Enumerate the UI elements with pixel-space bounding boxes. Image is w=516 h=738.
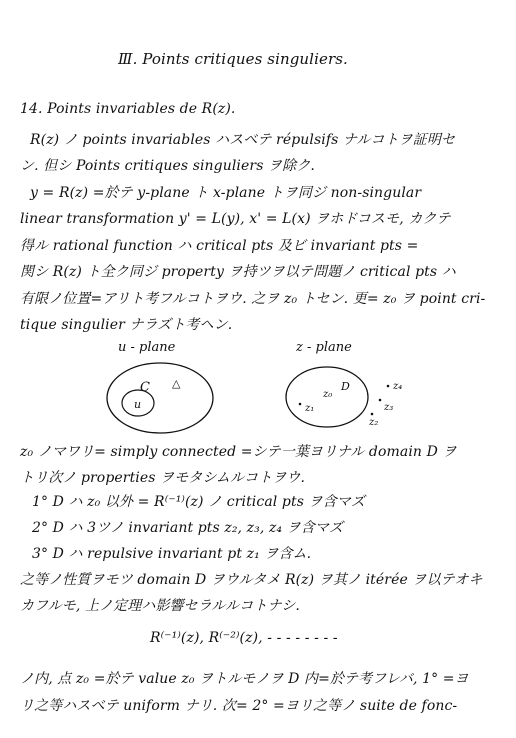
paragraph1-line4: linear transformation y' = L(y), x' = L(x) ヲホドコスモ, カクテ — [20, 211, 451, 227]
paragraph2-line2: トリ次ノ properties ヲモタシムルコトヲウ. — [20, 470, 306, 486]
point-z3: z₃ — [384, 402, 394, 413]
paragraph1-line7: 有限ノ位置=アリト考フルコトヲウ. 之ヲ z₀ トセン. 更= z₀ ヲ point cri- — [20, 291, 486, 307]
point-z0: z₀ — [323, 389, 333, 400]
paragraph1-line3: y = R(z) =於テ y-plane ト x-plane トヲ同ジ non-singular — [30, 185, 422, 201]
u-plane-label: u - plane — [118, 340, 176, 355]
paragraph4-line2: リ之等ハスベテ uniform ナリ. 次= 2° =ヨリ之等ノ suite de fonc- — [20, 698, 458, 714]
property-3: 3° D ハ repulsive invariant pt z₁ ヲ含ム. — [32, 546, 312, 562]
point-u: u — [134, 398, 142, 411]
property-2: 2° D ハ 3ツノ invariant pts z₂, z₃, z₄ ヲ含マズ — [32, 520, 344, 536]
paragraph1-line8: tique singulier ナラズト考ヘン. — [20, 317, 233, 333]
paragraph3-line2: カフルモ, 上ノ定理ハ影響セラルルコトナシ. — [20, 598, 300, 614]
paragraph1-line1: R(z) ノ points invariables ハスベテ répulsifs ナルコトヲ証明セ — [30, 132, 456, 148]
triangle-marker: △ — [172, 377, 181, 390]
property-1: 1° D ハ z₀ 以外 = R⁽⁻¹⁾(z) ノ critical pts ヲ含マズ — [32, 494, 365, 510]
point-z2: z₂ — [369, 417, 379, 428]
point-z2-dot — [371, 413, 374, 416]
domain-d: D — [341, 380, 350, 393]
paragraph2-line1: z₀ ノマワリ= simply connected =シテ一葉ヨリナル domain D ヲ — [20, 444, 457, 460]
paragraph1-line6: 関シ R(z) ト全ク同ジ property ヲ持ツヲ以テ問題ノ critical pts ハ — [20, 264, 456, 280]
iterates-formula: R⁽⁻¹⁾(z), R⁽⁻²⁾(z), - - - - - - - - — [150, 630, 338, 646]
paragraph4-line1: ノ内, 点 z₀ =於テ value z₀ ヲトルモノヲ D 内=於テ考フレバ, 1° =ヨ — [20, 671, 469, 687]
point-z4-dot — [387, 385, 390, 388]
point-z3-dot — [379, 399, 382, 402]
point-z1-dot — [299, 403, 302, 406]
z-plane-label: z - plane — [296, 340, 352, 355]
point-z4: z₄ — [393, 381, 403, 392]
subsection-heading: 14. Points invariables de R(z). — [20, 101, 236, 117]
paragraph1-line2: ン. 但シ Points critiques singuliers ヲ除ク. — [20, 158, 315, 174]
section-heading: Ⅲ. Points critiques singuliers. — [118, 50, 348, 68]
paragraph1-line5: 得ル rational function ハ critical pts 及ビ invariant pts = — [20, 238, 419, 254]
point-c: C — [140, 380, 150, 395]
paragraph3-line1: 之等ノ性質ヲモツ domain D ヲウルタメ R(z) ヲ其ノ itérée ヲ以テオキ — [20, 572, 483, 588]
point-z1: z₁ — [305, 403, 315, 414]
